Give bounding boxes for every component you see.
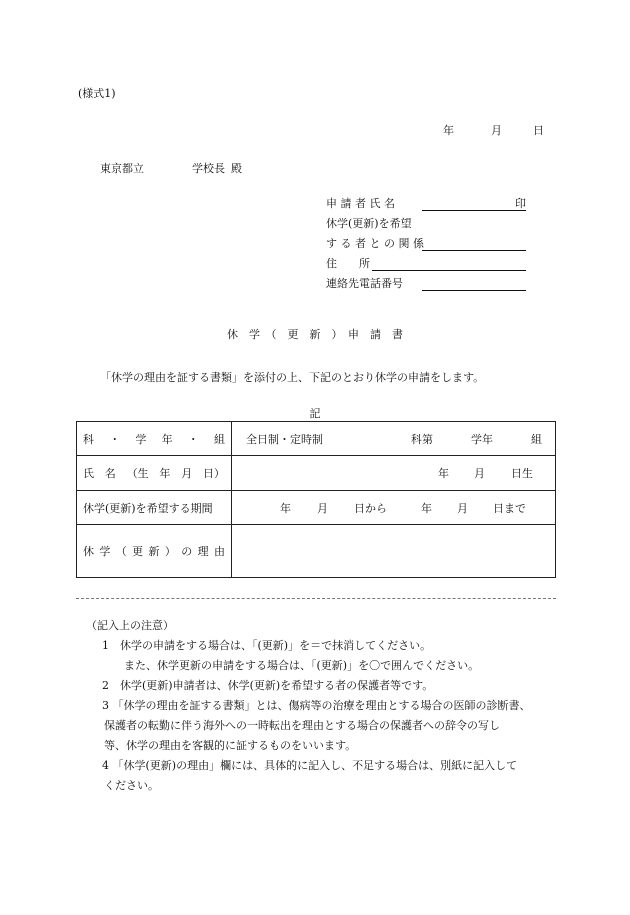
label-char: 休 (83, 545, 94, 558)
label-char: ） (164, 545, 176, 558)
relation-label-row (326, 215, 526, 235)
note-4-continued: ください。 (104, 779, 159, 792)
label-char: 科 (83, 432, 94, 446)
applicant-name-field[interactable] (422, 210, 526, 211)
birth-year-label: 年 (438, 467, 449, 480)
reason-label (77, 525, 232, 578)
label-char: 年 (161, 432, 173, 446)
label-char: ・ (109, 432, 121, 446)
phone-row (326, 275, 526, 295)
table-row (77, 525, 556, 578)
application-table (76, 421, 556, 578)
address-field[interactable] (372, 270, 526, 271)
intro-text: 「休学の理由を証する書類」を添付の上、下記のとおり休学の申請をします。 (100, 371, 485, 384)
label-char: の (181, 545, 193, 558)
applicant-name-row (326, 195, 526, 215)
note-1-continued: また、休学更新の申請をする場合は、「(更新)」を〇で囲んでください。 (124, 659, 480, 672)
document-title: 休 学 （ 更 新 ） 申 請 書 (227, 328, 403, 341)
label-char: ・ (187, 432, 199, 446)
from-day-label: 日から (354, 501, 387, 515)
school-system-text: 全日制・定時制 (246, 432, 323, 446)
birth-month-label: 月 (474, 467, 485, 480)
addressee-honorific: 殿 (231, 162, 242, 175)
from-month-label: 月 (317, 501, 328, 515)
birth-day-label: 日生 (511, 467, 533, 480)
addressee-principal: 学校長 (192, 162, 225, 175)
relation-row (326, 235, 526, 255)
date-line (443, 122, 544, 138)
dashed-divider (76, 598, 556, 599)
label-char: 名 (104, 467, 116, 480)
name-birth-label (77, 456, 232, 491)
class-year-label (77, 422, 232, 456)
department-label: 科第 (411, 432, 433, 446)
phone-field[interactable] (422, 290, 526, 291)
label-char: 月 (181, 467, 193, 480)
seal-mark: 印 (515, 197, 526, 210)
note-2: 2 休学(更新)申請者は、休学(更新)を希望する者の保護者等です。 (102, 679, 434, 692)
form-style-number: (様式1) (78, 87, 116, 100)
from-year-label: 年 (280, 501, 291, 515)
to-year-label: 年 (421, 501, 432, 515)
address-label: 住 所 (326, 257, 370, 270)
reason-field[interactable] (232, 525, 556, 578)
date-month-label: 月 (491, 124, 502, 137)
label-char: 氏 (83, 467, 94, 480)
table-row (77, 422, 556, 456)
table-row (77, 491, 556, 525)
period-label: 休学(更新)を希望する期間 (77, 491, 232, 525)
date-year-label: 年 (443, 124, 454, 137)
phone-label: 連絡先電話番号 (326, 277, 403, 290)
note-4: 4 「休学(更新)の理由」欄には、具体的に記入し、不足する場合は、別紙に記入して (102, 759, 518, 772)
label-char: （生 (126, 467, 149, 480)
note-3: 3 「休学の理由を証する書類」とは、傷病等の治療を理由とする場合の医師の診断書、 (102, 699, 531, 712)
to-day-label: 日まで (493, 501, 526, 515)
addressee-prefix: 東京都立 (100, 162, 144, 175)
note-3-continued: 保護者の転勤に伴う海外への一時転出を理由とする場合の保護者への辞令の写し (104, 719, 500, 732)
note-1: 1 休学の申請をする場合は、「(更新)」を＝で抹消してください。 (102, 639, 432, 652)
relation-field[interactable] (422, 250, 526, 251)
label-char: 学 (99, 545, 111, 558)
notes-heading: （記入上の注意） (86, 619, 174, 632)
applicant-block (326, 195, 526, 295)
ki-mark: 記 (309, 407, 321, 420)
to-month-label: 月 (457, 501, 468, 515)
period-field[interactable] (232, 491, 556, 525)
label-char: 新 (148, 545, 160, 558)
date-day-label: 日 (533, 124, 544, 137)
label-char: 日） (202, 467, 225, 480)
label-char: 理 (197, 545, 209, 558)
addressee (100, 160, 242, 176)
address-row (326, 255, 526, 275)
label-char: 学 (135, 432, 147, 446)
label-char: 年 (159, 467, 171, 480)
relation-label-1: 休学(更新)を希望 (326, 217, 412, 230)
label-char: （ (115, 545, 127, 558)
group-label: 組 (531, 432, 542, 446)
label-char: 由 (214, 545, 225, 558)
applicant-name-label: 申 請 者 氏 名 (326, 197, 395, 210)
label-char: 組 (213, 432, 225, 446)
class-year-field[interactable] (232, 422, 556, 456)
name-birth-field[interactable] (232, 456, 556, 491)
table-row (77, 456, 556, 491)
notes-section (86, 616, 556, 796)
label-char: 更 (132, 545, 144, 558)
relation-label-2: す る 者 と の 関 係 (326, 237, 424, 250)
note-3-continued: 等、休学の理由を客観的に証するものをいいます。 (104, 739, 357, 752)
grade-label: 学年 (471, 432, 493, 446)
